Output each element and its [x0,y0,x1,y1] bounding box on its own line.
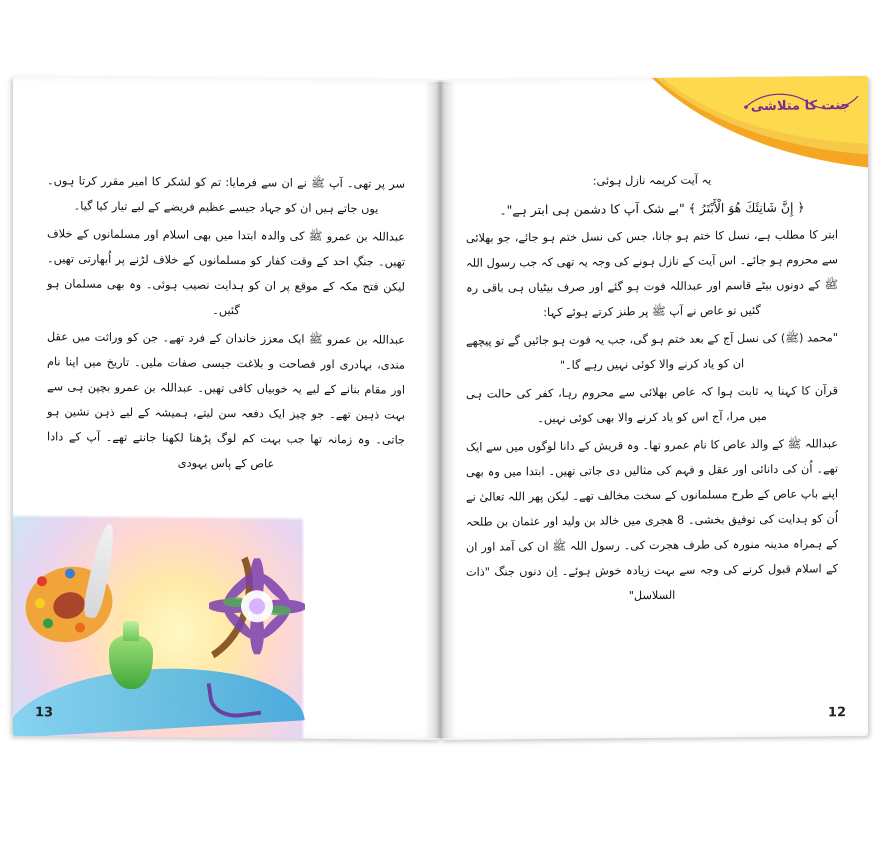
paragraph: سر پر تھی۔ آپ ﷺ نے ان سے فرمایا: تم کو لشکر کا امیر مقرر کرتا ہوں۔ یوں جاتے ہیں ان کو جہاد جیسے عظیم فریضے کے لیے تیار کیا گیا۔ [47,174,405,216]
palette-paint-dot [75,623,85,633]
green-vase-neck [123,621,139,641]
book-title-logo: جنت کا متلاشی [750,98,850,115]
paragraph: "محمد (ﷺ) کی نسل آج کے بعد ختم ہو گی، جب یہ فوت ہو جائیں گے تو پیچھے ان کو یاد کرنے والا کوئی نہیں رہے گا۔" [466,331,838,372]
palette-paint-dot [37,576,47,586]
paragraph: عبداللہ ﷺ کے والد عاص کا نام عمرو تھا۔ وہ قریش کے دانا لوگوں میں سے ایک تھے۔ اُن کی دانائی اور عقل و فہم کی مثالیں دی جاتی تھیں۔ ابتدا میں وہ بھی اپنے باپ عاص کے طرح مسلمانوں کے سخت مخالف تھے۔ لیکن پھر اللہ تعالیٰ نے اُن کو ہدایت کی توفیق بخشی۔ 8 ھجری میں خالد بن ولید اور عثمان بن طلحہ کے ہمراہ مدینہ منورہ کی طرف ھجرت کی۔ رسول اللہ ﷺ ان کی آمد اور ان کے اسلام قبول کرنے کی وجہ سے بہت زیادہ خوش ہوئے۔ اِن دنوں جنگ "ذات السلاسل" [466,437,838,603]
paragraph: عبداللہ بن عمرو ﷺ ایک معزز خاندان کے فرد تھے۔ جن کو وراثت میں عقل مندی، بہادری اور فصاحت و بلاغت جیسی صفات ملیں۔ تاریخ میں اپنا نام اور مقام بنانے کے لیے یہ خوبیاں کافی تھیں۔ عبداللہ بن عمرو بچپن ہی سے بہت ذہین تھے۔ جو چیز ایک دفعہ سن لیتے، ہمیشہ کے لیے ذہن نشین ہو جاتی۔ وہ زمانہ تھا جب بہت کم لوگ پڑھنا لکھنا جانتے تھے۔ آپ کے دادا عاص کے پاس یہودی [47,330,405,471]
right-page-text [466,166,838,613]
palette-paint-dot [43,618,53,628]
page-number: 13 [35,705,54,721]
palette-paint-dot [65,568,75,578]
paragraph: ابتر کا مطلب ہے، نسل کا ختم ہو جانا، جس کی نسل ختم ہو جائے، جو بھلائی سے محروم ہو جائے۔ اس آیت کے نازل ہونے کی وجہ یہ تھی کہ جب رسول اللہ ﷺ کے دونوں بیٹے قاسم اور عبداللہ فوت ہو گئے اور صرف بیٹیاں ہی باقی رہ گئیں تو عاص نے آپ ﷺ پر طنز کرتے ہوئے کہا: [466,228,838,320]
paragraph: قرآن کا کہنا یہ ثابت ہوا کہ عاص بھلائی سے محروم رہا، کفر کی حالت ہی میں مرا، آج اس کو یاد کرنے والا بھی کوئی نہیں۔ [466,384,838,426]
book-page-left [13,76,441,740]
purple-flower-icon [209,558,305,655]
quran-ayah: ﴿ إِنَّ شَانِئَكَ هُوَ الْأَبْتَرُ ﴾ "بے شک آپ کا دشمن ہی ابتر ہے"۔ [499,199,805,218]
left-page-text [47,168,405,480]
intro-line: یہ آیت کریمہ نازل ہوئی: [592,173,712,188]
open-book [10,78,868,758]
palette-paint-dot [35,598,45,608]
book-page-right [440,76,868,740]
page-number: 12 [827,705,846,721]
page-illustration [13,501,313,739]
paragraph: عبداللہ بن عمرو ﷺ کی والدہ ابتدا میں بھی اسلام اور مسلمانوں کے خلاف تھیں۔ جنگِ احد کے وقت کفار کو مسلمانوں کے خلاف لڑنے پر اُبھارتی تھیں۔ لیکن فتح مکہ کے موقع پر ان کو ہدایت نصیب ہوئی۔ وہ بھی مسلمان ہو گئیں۔ [47,227,405,318]
